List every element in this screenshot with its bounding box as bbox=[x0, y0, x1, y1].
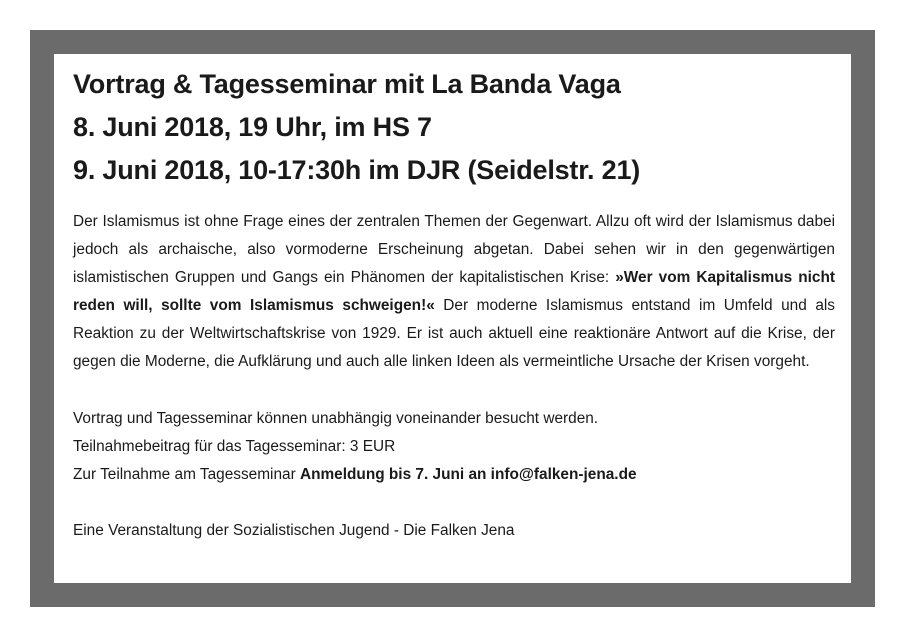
intro-text-a: Der Islamismus ist ohne Frage eines der zentralen Themen der Gegenwart. Allzu oft wird der Islamismus dabei jedoch als archaische, also vormoderne Erscheinung abgetan. Dabei sehen wir in den gegenwärtigen islamistischen Gruppen und Gangs ein Phänomen der kapitalistischen Krise: bbox=[73, 213, 835, 287]
registration-deadline: Anmeldung bis 7. Juni an info@falken-jena.de bbox=[299, 465, 637, 483]
intro-quote: »Wer vom Kapitalismus nicht reden will, sollte vom Islamismus schweigen!« bbox=[73, 269, 835, 315]
flyer-body bbox=[73, 208, 835, 545]
spacer bbox=[73, 377, 835, 405]
headline bbox=[73, 63, 843, 192]
gray-frame bbox=[30, 30, 875, 607]
flyer-card bbox=[54, 54, 851, 583]
info-fee: Teilnahmebeitrag für das Tagesseminar: 3 EUR bbox=[73, 437, 396, 455]
headline-title: Vortrag & Tagesseminar mit La Banda Vaga bbox=[73, 69, 621, 99]
headline-date-lecture: 8. Juni 2018, 19 Uhr, im HS 7 bbox=[73, 112, 432, 142]
info-registration bbox=[73, 461, 835, 489]
headline-date-seminar: 9. Juni 2018, 10-17:30h im DJR (Seidelstr. 21) bbox=[73, 155, 641, 185]
registration-prefix: Zur Teilnahme am Tagesseminar bbox=[73, 465, 300, 483]
intro-text-b: Der moderne Islamismus entstand im Umfeld und als Reaktion zu der Weltwirtschaftskrise von 1929. Er ist auch aktuell eine reaktionäre Antwort auf die Krise, der gegen die Moderne, die Aufklärung und auch alle linken Ideen als vermeintliche Ursache der Krisen vorgeht. bbox=[73, 297, 835, 371]
spacer bbox=[73, 489, 835, 517]
organizer-note: Eine Veranstaltung der Sozialistischen Jugend - Die Falken Jena bbox=[73, 521, 515, 539]
intro-paragraph bbox=[73, 208, 835, 377]
info-attendance: Vortrag und Tagesseminar können unabhängig voneinander besucht werden. bbox=[73, 409, 599, 427]
